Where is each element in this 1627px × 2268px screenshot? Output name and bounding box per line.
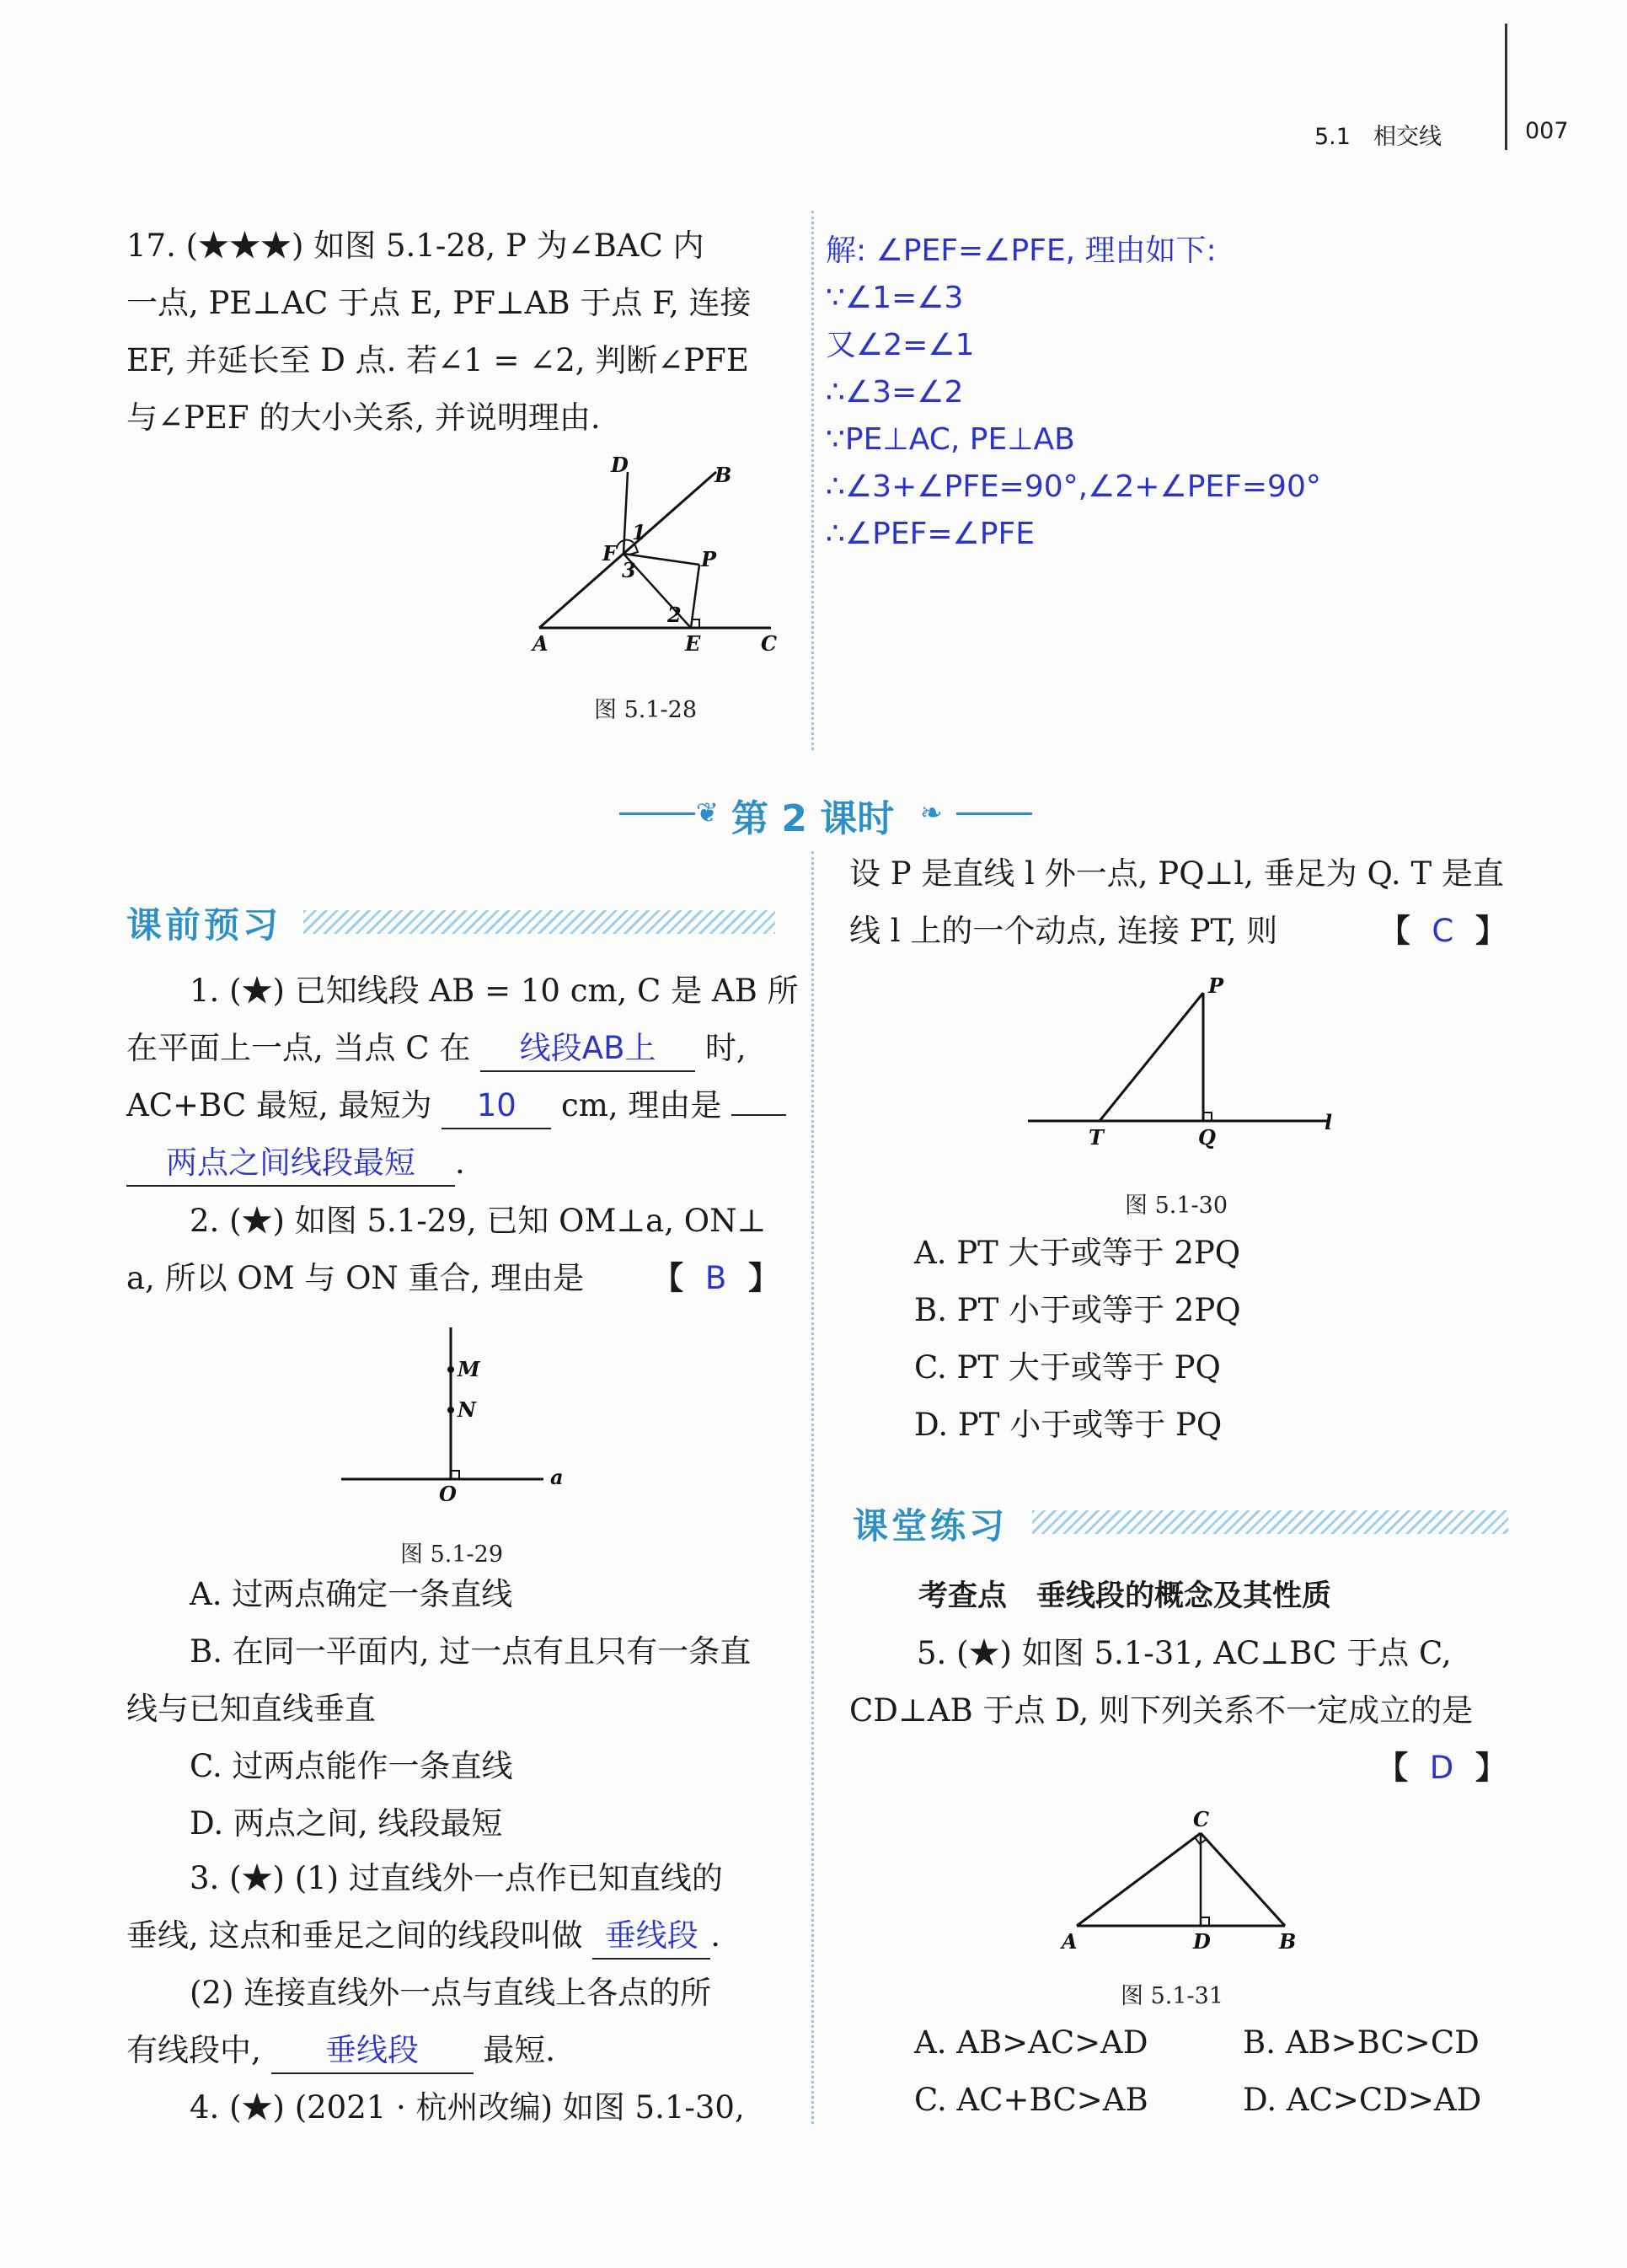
- q5-options-row: [914, 2072, 1504, 2129]
- q2-answer: B: [704, 1260, 727, 1296]
- q3-line1: 3. (★) (1) 过直线外一点作已知直线的: [190, 1860, 723, 1896]
- figure-5-1-28-caption: 图 5.1-28: [594, 697, 698, 723]
- q1-answer-length: 10: [442, 1084, 551, 1129]
- fig31-label-B: B: [1279, 1929, 1297, 1954]
- practice-section-title: 课堂练习: [853, 1505, 1009, 1547]
- q5-line2: CD⊥AB 于点 D, 则下列关系不一定成立的是: [849, 1692, 1474, 1729]
- figure-5-1-30: [1011, 969, 1348, 1150]
- q5-option: C. AC+BC>AB: [914, 2082, 1148, 2118]
- fig29-label-N: N: [458, 1397, 476, 1422]
- fig30-label-T: T: [1089, 1125, 1104, 1150]
- q4-option: D. PT 小于或等于 PQ: [914, 1407, 1223, 1443]
- q2-option: 线与已知直线垂直: [126, 1691, 376, 1727]
- q1-line3: AC+BC 最短, 最短为 10 cm, 理由是: [126, 1077, 799, 1134]
- q5-options-row: [914, 2014, 1504, 2072]
- solution-line: 解: ∠PEF=∠PFE, 理由如下:: [826, 233, 1217, 268]
- q4-option: A. PT 大于或等于 2PQ: [914, 1235, 1241, 1271]
- column-divider-top: [811, 211, 814, 750]
- q4-line3: 线 l 上的一个动点, 连接 PT, 则 【 C 】: [849, 903, 1507, 960]
- figure-5-1-30-caption: 图 5.1-30: [1125, 1193, 1228, 1219]
- q4-line2: 设 P 是直线 l 外一点, PQ⊥l, 垂足为 Q. T 是直: [849, 855, 1504, 892]
- q17-line: 与∠PEF 的大小关系, 并说明理由.: [126, 399, 601, 436]
- q1-line2: 在平面上一点, 当点 C 在 线段AB上 时,: [126, 1020, 799, 1077]
- fig31-label-A: A: [1062, 1929, 1078, 1954]
- q2-options: [126, 1566, 751, 1852]
- q1-reason-blank-start: [731, 1114, 786, 1116]
- q17-line: EF, 并延长至 D 点. 若∠1 = ∠2, 判断∠PFE: [126, 342, 749, 378]
- lesson-title-right-rule: [956, 812, 1032, 815]
- figure-5-1-31: [1053, 1799, 1314, 1960]
- practice-title-hatch: [1032, 1510, 1508, 1534]
- question-3: [126, 1850, 723, 2079]
- solution-line: ∵PE⊥AC, PE⊥AB: [826, 422, 1075, 457]
- q5-option: A. AB>AC>AD: [914, 2024, 1148, 2061]
- q2-option: A. 过两点确定一条直线: [190, 1576, 513, 1612]
- solution-line: ∵∠1=∠3: [826, 281, 964, 315]
- solution-line: ∴∠3=∠2: [826, 375, 964, 410]
- q3-line3: (2) 连接直线外一点与直线上各点的所: [190, 1975, 712, 2011]
- solution-line: 又∠2=∠1: [826, 328, 975, 362]
- q5-option: B. AB>BC>CD: [1243, 2024, 1480, 2061]
- fig28-label-E: E: [685, 631, 701, 656]
- fig30-label-P: P: [1208, 973, 1224, 998]
- flourish-right-icon: ❧: [920, 796, 943, 828]
- question-2: [126, 1193, 779, 1307]
- header-rule: [1505, 24, 1507, 150]
- fig28-label-B: B: [714, 463, 732, 487]
- lesson-title: 第 2 课时: [731, 797, 895, 840]
- q2-option: C. 过两点能作一条直线: [190, 1748, 513, 1784]
- preview-section-title: 课前预习: [126, 904, 282, 946]
- q4-answer: C: [1432, 913, 1454, 949]
- fig29-label-a: a: [550, 1465, 564, 1489]
- q4-option: B. PT 小于或等于 2PQ: [914, 1292, 1241, 1328]
- figure-5-1-28: [522, 455, 792, 657]
- q3-answer-1: 垂线段: [592, 1914, 710, 1960]
- fig30-label-Q: Q: [1198, 1125, 1216, 1150]
- fig28-label-P: P: [701, 547, 717, 571]
- q1-answer-reason: 两点之间线段最短: [126, 1141, 455, 1187]
- fig28-label-C: C: [761, 631, 778, 656]
- fig29-label-O: O: [439, 1482, 457, 1504]
- q2-line2: a, 所以 OM 与 ON 重合, 理由是 【 B 】: [126, 1250, 779, 1307]
- q1-answer-position: 线段AB上: [480, 1027, 695, 1072]
- preview-title-hatch: [303, 910, 775, 934]
- q17-text: [126, 217, 752, 447]
- q17-solution: [826, 228, 1321, 558]
- column-divider-bottom: [811, 851, 814, 2124]
- solution-line: ∴∠3+∠PFE=90°,∠2+∠PEF=90°: [826, 469, 1321, 504]
- fig29-label-M: M: [458, 1357, 480, 1381]
- q3-line2: 垂线, 这点和垂足之间的线段叫做 垂线段 .: [126, 1907, 723, 1965]
- solution-line: ∴∠PEF=∠PFE: [826, 517, 1035, 551]
- q4-option: C. PT 大于或等于 PQ: [914, 1349, 1221, 1386]
- page-number: 007: [1525, 118, 1569, 144]
- q4-answer-bracket: 【 C 】: [1378, 913, 1507, 949]
- fig28-label-3: 3: [622, 558, 636, 582]
- q2-option: D. 两点之间, 线段最短: [190, 1805, 503, 1842]
- fig28-label-A: A: [533, 631, 549, 656]
- flourish-left-icon: ❦: [696, 796, 719, 828]
- fig28-label-D: D: [611, 455, 629, 477]
- q5-line3: [849, 1740, 1507, 1797]
- practice-topic: 考查点 垂线段的概念及其性质: [918, 1579, 1332, 1613]
- question-4-cont: [849, 845, 1507, 960]
- section-name: 5.1 相交线: [1314, 124, 1442, 150]
- fig28-label-1: 1: [632, 520, 646, 544]
- fig28-label-F: F: [602, 541, 618, 566]
- q2-line1: 2. (★) 如图 5.1-29, 已知 OM⊥a, ON⊥: [190, 1203, 767, 1239]
- q4-options: [914, 1225, 1241, 1454]
- question-5: [849, 1625, 1507, 1797]
- fig28-label-2: 2: [667, 603, 682, 627]
- question-1: [126, 962, 799, 1192]
- figure-5-1-29: [333, 1319, 586, 1504]
- figure-5-1-31-caption: 图 5.1-31: [1121, 1983, 1224, 2009]
- q3-line4: 有线段中, 垂线段 最短.: [126, 2022, 723, 2079]
- q17-line: 17. (★★★) 如图 5.1-28, P 为∠BAC 内: [126, 228, 704, 264]
- q2-answer-bracket: 【 B 】: [652, 1260, 779, 1296]
- q5-line1: 5. (★) 如图 5.1-31, AC⊥BC 于点 C,: [917, 1635, 1452, 1671]
- running-header: [1314, 118, 1442, 151]
- q1-line4: 两点之间线段最短 .: [126, 1134, 799, 1192]
- question-4-start: 4. (★) (2021 · 杭州改编) 如图 5.1-30,: [190, 2089, 745, 2126]
- figure-5-1-29-caption: 图 5.1-29: [400, 1541, 504, 1568]
- q2-option: B. 在同一平面内, 过一点有且只有一条直: [190, 1633, 752, 1670]
- q5-answer-bracket: 【 D 】: [1376, 1750, 1507, 1786]
- q5-options: [914, 2014, 1504, 2129]
- fig31-label-C: C: [1193, 1807, 1210, 1831]
- fig30-label-l: l: [1325, 1110, 1333, 1134]
- fig31-label-D: D: [1193, 1929, 1211, 1954]
- lesson-title-left-rule: [619, 812, 695, 815]
- q17-line: 一点, PE⊥AC 于点 E, PF⊥AB 于点 F, 连接: [126, 285, 752, 321]
- q5-option: D. AC>CD>AD: [1243, 2082, 1482, 2118]
- q1-line1: 1. (★) 已知线段 AB = 10 cm, C 是 AB 所: [190, 973, 799, 1009]
- q3-answer-2: 垂线段: [271, 2029, 474, 2074]
- q5-answer: D: [1429, 1750, 1454, 1786]
